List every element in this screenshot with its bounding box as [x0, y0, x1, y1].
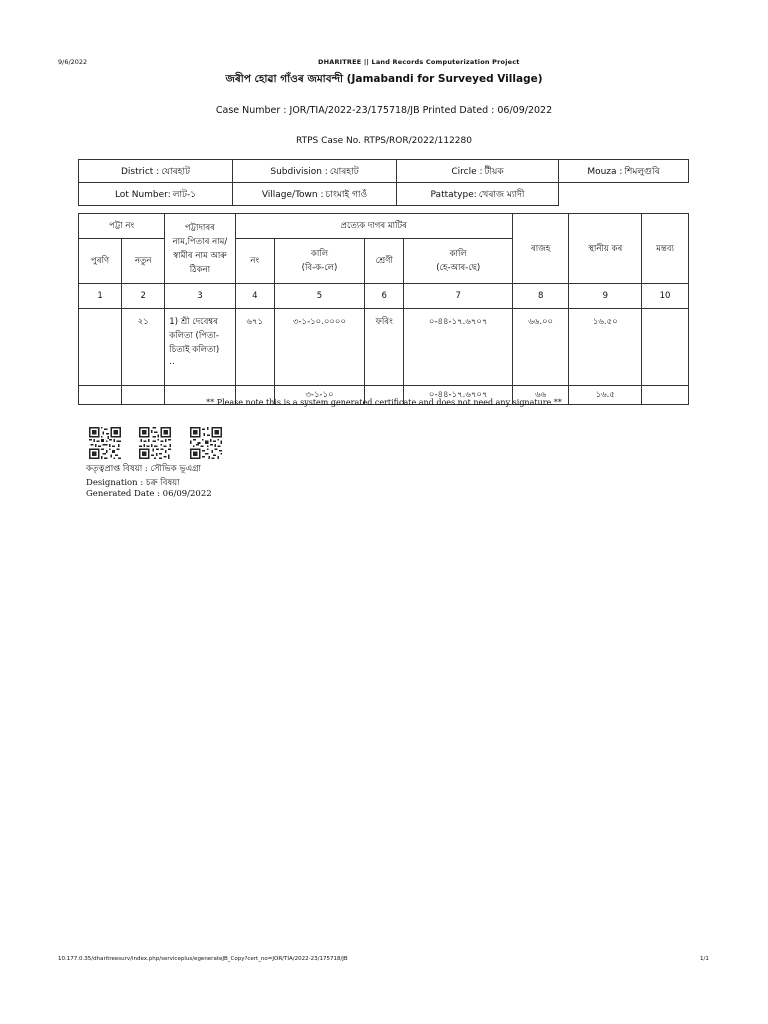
print-date: 9/6/2022: [58, 58, 88, 66]
col-number: 8: [512, 284, 568, 309]
village-value: চাংমাই গাওঁ: [325, 189, 368, 200]
lot-value: লাট-১: [172, 189, 197, 200]
generated-date-line: [86, 489, 212, 499]
header-patta-no: পট্টা নং: [79, 214, 165, 239]
authority-label: কতৃত্বপ্ৰাপ্ত বিষয়া :: [86, 464, 151, 474]
header-remarks: মন্তব্য: [642, 214, 689, 284]
qr-code-icon: [190, 427, 222, 459]
total-local-tax: ১৬.৫: [569, 386, 642, 405]
authority-line: [86, 462, 201, 476]
document-title: জৰীপ হোৱা গাঁওৰ জমাবন্দী (Jamabandi for Surveyed Village): [225, 73, 543, 85]
header-revenue: ৰাজহ: [512, 214, 568, 284]
dag-no-cell: ৬৭১: [235, 309, 274, 386]
lot-cell: [79, 183, 233, 206]
village-cell: [233, 183, 397, 206]
subdivision-cell: [233, 160, 397, 183]
header-local-tax: স্থানীয় কৰ: [569, 214, 642, 284]
header-area-bigha: [275, 239, 365, 284]
header-pattadar: পট্টাদাৰৰ নাম,পিতাৰ নাম/স্বামীৰ নাম আৰু ঠিকনা: [165, 214, 235, 284]
owner-cell: [165, 309, 235, 386]
designation-label: Designation :: [86, 478, 146, 488]
case-number: JOR/TIA/2022-23/175718/JB: [289, 105, 420, 116]
area-hect-label: কালি: [449, 249, 467, 259]
pattatype-cell: [397, 183, 559, 206]
header-new: নতুন: [122, 239, 165, 284]
mouza-value: শিমলুগুৰি: [624, 166, 660, 177]
total-area-hect: ০-৪৪-১৭.৬৭০৭: [404, 386, 512, 405]
total-revenue: ৬৬: [512, 386, 568, 405]
header-class: শ্ৰেণী: [364, 239, 404, 284]
remarks-cell: [642, 309, 689, 386]
village-label: Village/Town :: [261, 189, 324, 200]
circle-value: টীয়ক: [484, 166, 504, 177]
pattatype-label: Pattatype:: [430, 189, 477, 200]
col-number: 5: [275, 284, 365, 309]
column-number-row: [79, 284, 689, 309]
table-row: [79, 309, 689, 386]
qr-code-icon: [139, 427, 171, 459]
new-patta-cell: ২১: [122, 309, 165, 386]
col-number: 1: [79, 284, 122, 309]
authority-name: সৌভিক ভূএগ্ৰা: [150, 464, 202, 474]
subdivision-value: যোৰহাট: [329, 166, 359, 177]
page-number: 1/1: [700, 956, 709, 962]
district-value: যোৰহাট: [161, 166, 190, 177]
header-area-hect: [404, 239, 512, 284]
generated-date: 06/09/2022: [162, 489, 212, 499]
col-number: 10: [642, 284, 689, 309]
empty-cell: [559, 183, 689, 206]
owner-more: ..: [169, 357, 175, 367]
circle-label: Circle :: [451, 166, 483, 177]
header-old: পুৰণি: [79, 239, 122, 284]
header-dag-no: নং: [235, 239, 274, 284]
header-dag-land: প্ৰত্যেক দাগৰ মাটিৰ: [235, 214, 512, 239]
jamabandi-table: [78, 213, 689, 405]
land-info-table: [78, 159, 689, 206]
owner-name: 1) শ্ৰী দেবেশ্বৰ কলিতা (পিতা-চিতাই কলিতা): [169, 317, 220, 355]
footer-url: 10.177.0.35/dharitreesurv/index.php/serviceplus/egenerateJB_Copy?cert_no=JOR/TIA/2022-23/175718/JB: [58, 956, 348, 962]
local-tax-cell: ১৬.৫০: [569, 309, 642, 386]
district-label: District :: [121, 166, 160, 177]
area-hect-cell: ০-৪৪-১৭.৬৭০৭: [404, 309, 512, 386]
col-number: 4: [235, 284, 274, 309]
area-bigha-label: কালি: [310, 249, 329, 259]
area-bigha-unit: (বি-ক-লে): [301, 263, 338, 273]
generated-label: Generated Date :: [86, 489, 163, 499]
designation-value: চক্ৰ বিষয়া: [145, 478, 180, 488]
qr-code-icon: [89, 427, 121, 459]
pattatype-value: খেৰাজ ম্যাদী: [478, 189, 525, 200]
mouza-cell: [559, 160, 689, 183]
col-number: 7: [404, 284, 512, 309]
system-generated-note: ** Please note this is a system generated certificate and does not need any signature **: [206, 398, 562, 407]
circle-cell: [397, 160, 559, 183]
case-label: Case Number :: [215, 105, 290, 116]
printed-date: 06/09/2022: [497, 105, 553, 116]
col-number: 6: [364, 284, 404, 309]
old-patta-cell: [79, 309, 122, 386]
designation-line: [86, 476, 180, 490]
area-bigha-cell: ৩-১-১০.০০০০: [275, 309, 365, 386]
printed-label: Printed Dated :: [419, 105, 498, 116]
class-cell: ফৰিং: [364, 309, 404, 386]
col-number: 9: [569, 284, 642, 309]
subdivision-label: Subdivision :: [270, 166, 328, 177]
revenue-cell: ৬৬.০০: [512, 309, 568, 386]
col-number: 3: [165, 284, 235, 309]
total-area-bigha: ৩-১-১০: [275, 386, 365, 405]
district-cell: [79, 160, 233, 183]
col-number: 2: [122, 284, 165, 309]
mouza-label: Mouza :: [587, 166, 623, 177]
rtps-case-number: RTPS Case No. RTPS/ROR/2022/112280: [296, 136, 472, 146]
area-hect-unit: (হে-আৰ-ছে): [436, 263, 481, 273]
project-name: DHARITREE || Land Records Computerization Project: [318, 58, 520, 66]
case-number-line: [0, 105, 768, 116]
lot-label: Lot Number:: [114, 189, 171, 200]
